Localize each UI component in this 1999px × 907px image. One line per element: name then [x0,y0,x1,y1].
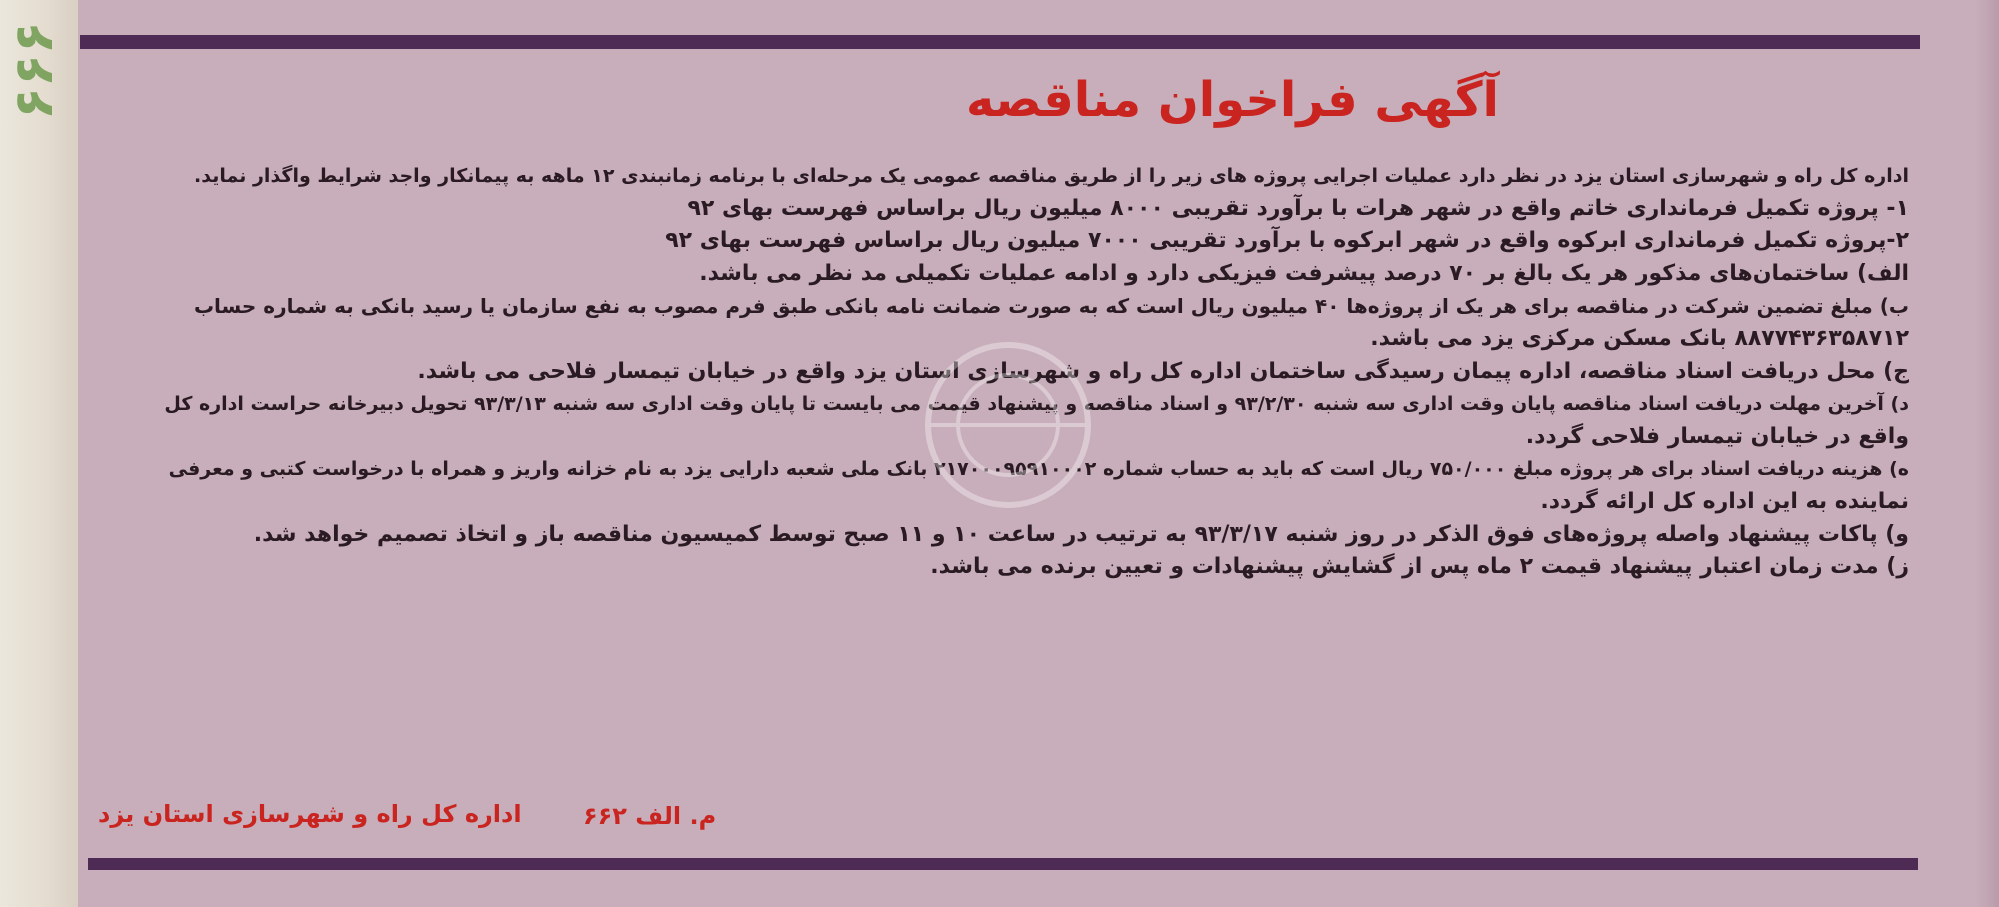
clause-jim: ج) محل دریافت اسناد مناقصه، اداره پیمان رسیدگی ساختمان اداره کل راه و شهرسازی استان یزد واقع در خیابان تیمسار فلاحی می باشد. [417,358,1909,384]
clause-be: ب) مبلغ تضمین شرکت در مناقصه برای هر یک از پروژه‌ها ۴۰ میلیون ریال است که به صورت ضمانت نامه بانکی طبق فرم مصوب به نفع سازمان یا رسید بانکی به شماره حساب [193,294,1909,319]
ad-title: آگهی فراخوان مناقصه [965,72,1499,128]
top-border-bar [80,35,1920,49]
clause-he: ه) هزینه دریافت اسناد برای هر پروژه مبلغ ۷۵۰/۰۰۰ ریال است که باید به حساب شماره ۲۱۷۰۰۰۹۵۹۱۰۰۰۲ بانک ملی شعبه دارایی یزد به نام خزانه واریز و همراه با درخواست کتبی و معرفی [168,458,1909,481]
clause-be-cont: ۸۸۷۷۴۳۶۳۵۸۷۱۲ بانک مسکن مرکزی یزد می باشد. [1370,325,1909,351]
clause-dal: د) آخرین مهلت دریافت اسناد مناقصه پایان وقت اداری سه شنبه ۹۳/۲/۳۰ و اسناد مناقصه و پیشنهاد قیمت می بایست تا پایان وقت اداری سه شنبه ۹۳/۳/۱۳ تحویل دبیرخانه حراست اداره کل [164,393,1909,416]
watermark-logo [798,320,1218,530]
tender-ad-clipping [78,0,1999,907]
project-1-line: ۱- پروژه تکمیل فرمانداری خاتم واقع در شهر هرات با برآورد تقریبی ۸۰۰۰ میلیون ریال براساس فهرست بهای ۹۲ [687,195,1909,221]
clause-alef: الف) ساختمان‌های مذکور هر یک بالغ بر ۷۰ درصد پیشرفت فیزیکی دارد و ادامه عملیات تکمیلی مد نظر می باشد. [699,260,1909,286]
project-2-line: ۲-پروژه تکمیل فرمانداری ابرکوه واقع در شهر ابرکوه با برآورد تقریبی ۷۰۰۰ میلیون ریال براساس فهرست بهای ۹۲ [665,228,1909,254]
intro-line: اداره کل راه و شهرسازی استان یزد در نظر دارد عملیات اجرایی پروژه های زیر را از طریق مناقصه عمومی یک مرحله‌ای با برنامه زمانبندی ۱۲ ماهه به پیمانکار واجد شرایط واگذار نماید. [194,165,1909,187]
footer-ad-code: م. الف ۶۶۲ [583,802,717,830]
paper-right-edge [1975,0,1999,907]
paper-margin [0,0,78,907]
clause-vav: و) پاکات پیشنهاد واصله پروژه‌های فوق الذکر در روز شنبه ۹۳/۳/۱۷ به ترتیب در ساعت ۱۰ و ۱۱ صبح توسط کمیسیون مناقصه باز و اتخاذ تصمیم خواهد شد. [253,521,1909,547]
handwritten-note: ۶۶۶ [2,21,65,120]
clause-ze: ز) مدت زمان اعتبار پیشنهاد قیمت ۲ ماه پس از گشایش پیشنهادات و تعیین برنده می باشد. [930,554,1909,580]
bottom-border-bar [88,858,1918,870]
clause-dal-cont: واقع در خیابان تیمسار فلاحی گردد. [1525,423,1909,449]
clause-he-cont: نماینده به این اداره کل ارائه گردد. [1540,488,1909,514]
footer-department: اداره کل راه و شهرسازی استان یزد [98,800,522,828]
